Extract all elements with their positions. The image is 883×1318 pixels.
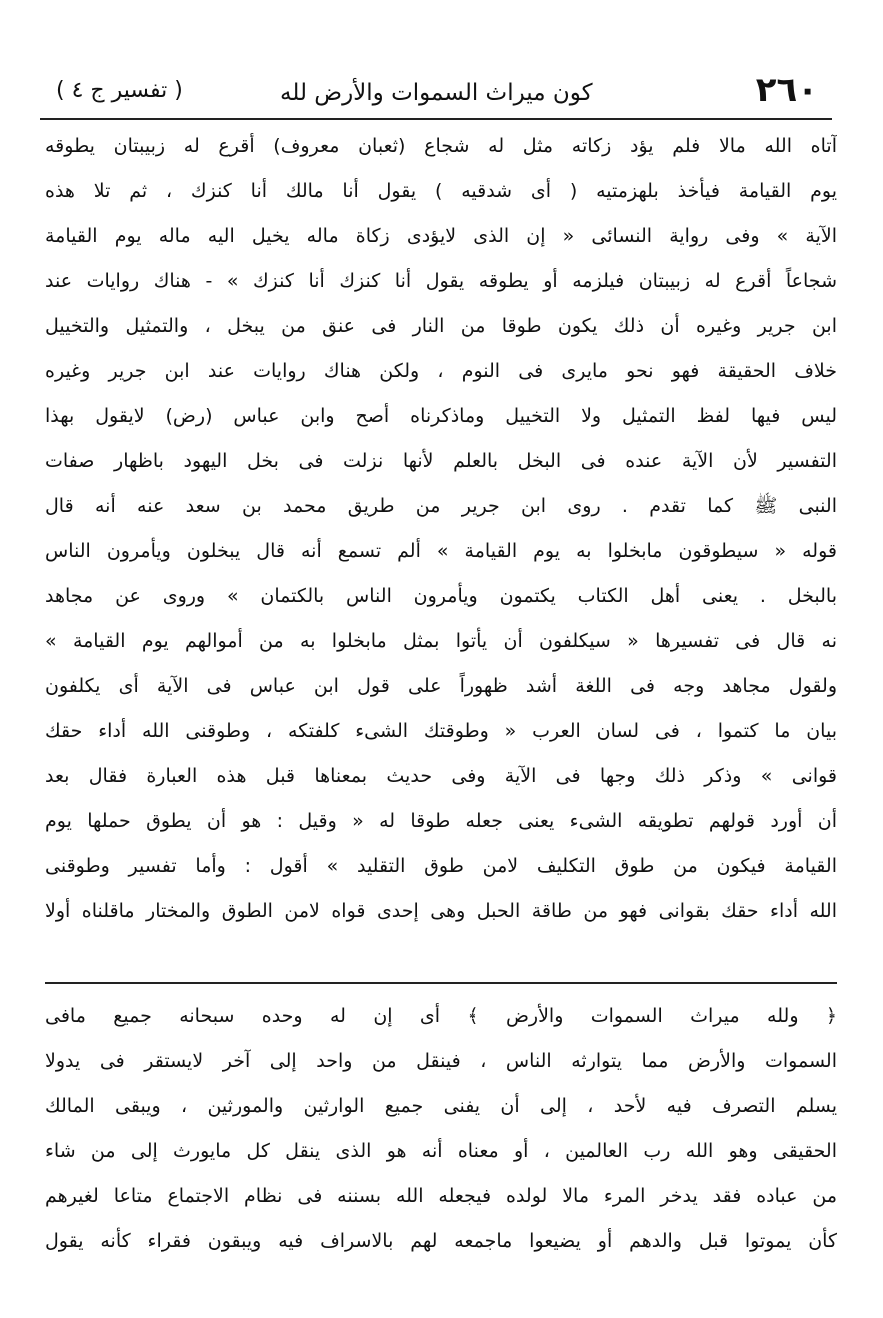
page-header xyxy=(40,70,840,116)
text-line: يسلم التصرف فيه لأحد ، إلى أن يفنى جميع الوارثين والمورثين ، ويبقى المالك xyxy=(45,1095,837,1117)
text-line: ابن جرير وغيره أن ذلك يكون طوقا من النار فى عنق من يبخل ، والتمثيل والتخييل xyxy=(45,315,837,337)
text-line: كأن يموتوا قبل والدهم أو يضيعوا ماجمعه لهم بالاسراف فيه ويبقون فقراء كأنه يقول xyxy=(45,1230,837,1252)
text-line: ﴿ ولله ميراث السموات والأرض ﴾ أى إن له وحده سبحانه جميع مافى xyxy=(45,1005,837,1027)
page-number: ٢٦٠ xyxy=(755,70,818,110)
text-line: السموات والأرض مما يتوارثه الناس ، فينقل من واحد إلى آخر لايستقر فى يدولا xyxy=(45,1050,837,1072)
commentary-continuation xyxy=(45,124,837,934)
text-line: آتاه الله مالا فلم يؤد زكاته مثل له شجاع (ثعبان معروف) أقرع له زبيبتان يطوقه xyxy=(45,135,837,157)
verse-commentary xyxy=(45,994,837,1264)
text-line: قوانى » وذكر ذلك وجها فى الآية وفى حديث بمعناها قبل هذه العبارة فقال بعد xyxy=(45,765,837,787)
text-line: ولقول مجاهد وجه فى اللغة أشد ظهوراً على قول ابن عباس فى الآية أى يكلفون xyxy=(45,675,837,697)
text-line: نه قال فى تفسيرها « سيكلفون أن يأتوا بمثل مابخلوا به من أموالهم يوم القيامة » xyxy=(45,630,837,652)
text-line: التفسير لأن الآية عنده فى البخل بالعلم لأنها نزلت فى بخل اليهود باظهار صفات xyxy=(45,450,837,472)
text-line: الحقيقى وهو الله رب العالمين ، أو معناه أنه هو الذى ينقل كل مايورث إلى من شاء xyxy=(45,1140,837,1162)
text-line: يوم القيامة فيأخذ بلهزمتيه ( أى شدقيه ) يقول أنا مالك أنا كنزك ، ثم تلا هذه xyxy=(45,180,837,202)
text-line: أن أورد قولهم تطويقه الشىء يعنى جعله طوقا له « وقيل : هو أن يطوق حملها يوم xyxy=(45,810,837,832)
text-line: النبى ﷺ كما تقدم . روى ابن جرير من طريق محمد بن سعد عنه أنه قال xyxy=(45,495,837,517)
running-title: كون ميراث السموات والأرض لله xyxy=(280,80,593,106)
text-line: الآية » وفى رواية النسائى « إن الذى لايؤدى زكاة ماله يخيل اليه ماله يوم القيامة xyxy=(45,225,837,247)
section-divider xyxy=(45,982,837,984)
text-line: خلاف الحقيقة فهو نحو مايرى فى النوم ، ولكن هناك روايات عند ابن جرير وغيره xyxy=(45,360,837,382)
text-line: ليس فيها لفظ التمثيل ولا التخييل وماذكرناه أصح وابن عباس (رض) لايقول بهذا xyxy=(45,405,837,427)
book-reference: ( تفسير ج ٤ ) xyxy=(56,78,183,103)
header-divider xyxy=(40,118,832,120)
text-line: قوله « سيطوقون مابخلوا به يوم القيامة » ألم تسمع أنه قال يبخلون ويأمرون الناس xyxy=(45,540,837,562)
text-line: القيامة فيكون من طوق التكليف لامن طوق التقليد » أقول : وأما تفسير وطوقنى xyxy=(45,855,837,877)
text-line: من عباده فقد يدخر المرء مالا لولده فيجعله الله بسننه فى نظام الاجتماع متاعا لغيرهم xyxy=(45,1185,837,1207)
text-line: بيان ما كتموا ، فى لسان العرب « وطوقتك الشىء كلفتكه ، وطوقنى الله أداء حقك xyxy=(45,720,837,742)
text-line: بالبخل . يعنى أهل الكتاب يكتمون ويأمرون الناس بالكتمان » وروى عن مجاهد xyxy=(45,585,837,607)
text-line: الله أداء حقك بقوانى فهو من طاقة الحبل وهى إحدى قواه لامن الطوق والمختار ماقلناه أولا xyxy=(45,900,837,922)
text-line: شجاعاً أقرع له زبيبتان فيلزمه أو يطوقه يقول أنا كنزك أنا كنزك » - هناك روايات عند xyxy=(45,270,837,292)
